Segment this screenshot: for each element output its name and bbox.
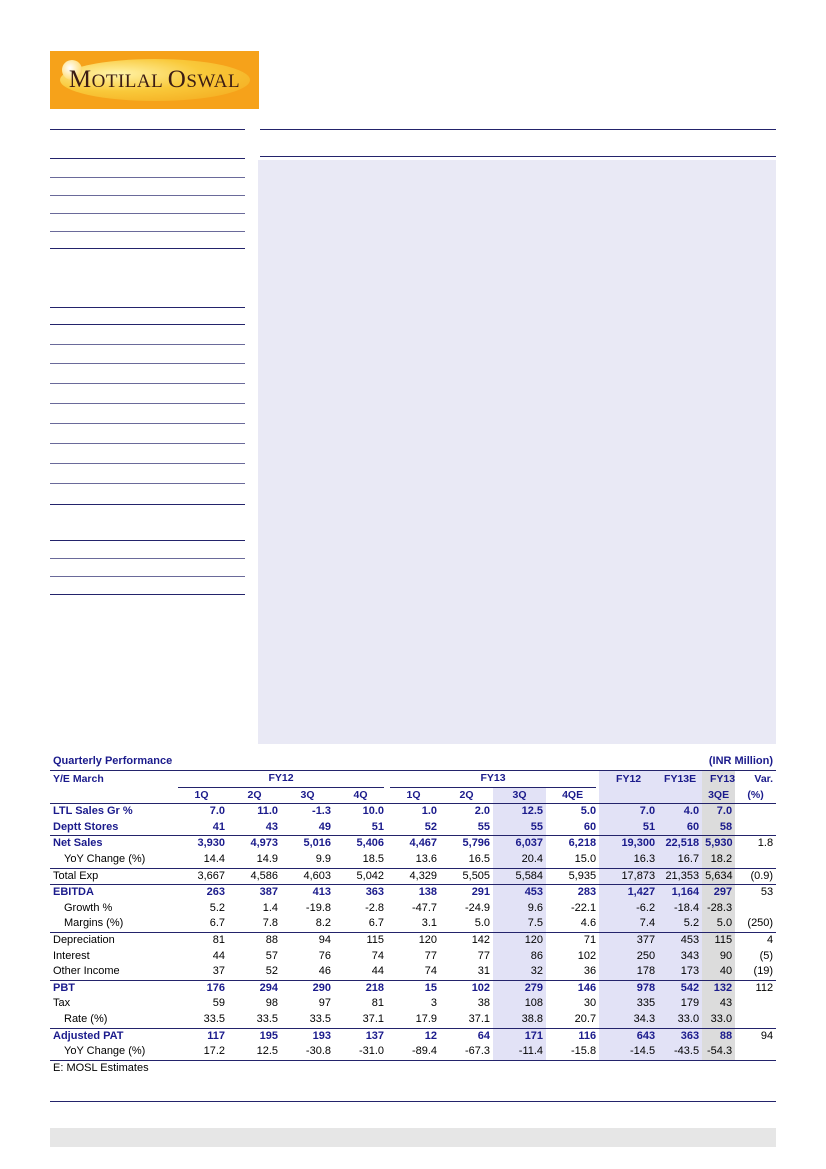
quarter-value: 51 [371,820,385,833]
quarter-value: 17.2 [175,1044,228,1060]
quarter-value: 7.5 [493,916,546,932]
quarter-value: 81 [371,997,385,1010]
quarter-value: 195 [228,1028,281,1044]
fy12-value: 377 [599,932,658,948]
quarter-value: 36 [583,965,597,978]
fy13e-value: 4.0 [658,804,702,820]
quarter-value: 52 [424,820,438,833]
quarter-value: 37 [212,965,225,978]
quarter-header: 3Q [493,788,546,804]
quarter-value: 120 [493,932,546,948]
group-fy13: FY13 [387,771,599,788]
quarter-value: 120 [387,932,440,948]
variance-value: (250) [747,917,774,930]
fy12-value: 335 [599,996,658,1012]
quarter-value: -1.3 [312,805,331,818]
variance-value [735,820,776,836]
quarter-value: 5.0 [474,917,491,930]
quarter-value: 10.0 [362,805,385,818]
quarter-value: -89.4 [387,1044,440,1060]
col-fy13: FY13 [702,771,735,788]
fy12-value: 16.3 [599,852,658,868]
quarter-value: 94 [281,932,334,948]
quarter-value: -30.8 [281,1044,334,1060]
quarter-value: 98 [265,997,278,1010]
quarter-value: 102 [440,980,493,996]
quarter-value: 30 [583,997,597,1010]
table-title: Quarterly Performance [53,755,173,767]
row-label: YoY Change (%) [50,1044,175,1060]
variance-value: 4 [735,932,776,948]
quarter-value: 15.0 [574,852,597,865]
quarter-value: 44 [371,965,385,978]
fy13-3qe-value: 115 [702,932,735,948]
quarter-value: 33.5 [256,1012,278,1025]
quarter-value: 9.9 [315,852,331,865]
table-row [50,820,776,836]
quarter-value: 4,603 [281,868,334,885]
quarter-value: 37.1 [468,1012,491,1025]
fy13e-value: 542 [658,980,702,996]
row-label: Interest [53,949,90,962]
col-pct: (%) [735,788,776,804]
quarter-value: 279 [493,980,546,996]
quarter-value: 16.5 [468,852,491,865]
quarter-value: 4,329 [387,868,440,885]
quarter-header: 1Q [387,788,440,804]
row-label: Growth % [64,901,113,914]
variance-value [735,901,776,917]
left-rule [50,463,245,464]
fy12-value: 978 [599,980,658,996]
quarter-value: 5,042 [334,868,387,885]
quarter-value: 55 [493,820,546,836]
table-row [50,932,776,948]
quarter-value: 76 [318,949,331,962]
table-unit: (INR Million) [708,755,773,767]
quarter-value: 74 [371,949,385,962]
left-rule [50,248,245,249]
left-rule [50,177,245,178]
content-panel [258,160,776,744]
quarter-value: 49 [318,820,331,833]
quarter-value: 3 [430,997,438,1010]
quarter-value: 3,930 [175,836,228,852]
fy13e-value: 22,518 [658,836,702,852]
variance-value: (0.9) [735,868,776,885]
quarter-value: 38 [477,997,491,1010]
row-label: Net Sales [50,836,175,852]
left-rule [50,504,245,505]
fy12-value: 51 [599,820,658,836]
quarter-value: 55 [477,820,491,833]
quarter-value: 71 [546,932,599,948]
fy12-value: 7.4 [599,916,658,932]
quarter-value: 176 [175,980,228,996]
quarter-value: 6.7 [209,917,225,930]
header-label: Y/E March [50,771,175,788]
table-row [50,980,776,996]
quarter-value: 7.0 [209,805,225,818]
left-rule [50,558,245,559]
quarter-value: 6.7 [368,917,385,930]
fy13-3qe-value: 33.0 [702,1012,735,1028]
quarter-value: 31 [477,965,491,978]
header-row-2 [50,788,776,804]
fy13-3qe-value: -54.3 [702,1044,735,1060]
fy13e-value: 33.0 [658,1012,702,1028]
quarter-value: -22.1 [571,901,597,914]
fy12-value: 17,873 [599,868,658,885]
quarter-value: 1.4 [262,901,278,914]
table-row [50,996,776,1012]
quarter-value: 4,467 [387,836,440,852]
left-rule [50,231,245,232]
row-label: Rate (%) [64,1012,108,1025]
quarter-value: 86 [493,949,546,965]
fy13-3qe-value: 88 [702,1028,735,1044]
left-rule [50,540,245,541]
quarter-value: 14.9 [256,852,278,865]
quarter-header: 1Q [175,788,228,804]
quarter-value: 291 [440,885,493,901]
fy13-3qe-value: 43 [702,996,735,1012]
fy13-3qe-value: 5,634 [702,868,735,885]
left-rule [50,195,245,196]
variance-value [735,852,776,868]
quarter-value: 44 [212,949,225,962]
fy12-value: 19,300 [599,836,658,852]
quarter-value: 146 [546,980,599,996]
quarter-value: 413 [281,885,334,901]
estimates-note: E: MOSL Estimates [53,1062,149,1074]
quarter-value: 77 [477,949,491,962]
fy13e-value: 173 [658,964,702,980]
quarter-value: 43 [265,820,278,833]
table-row [50,964,776,980]
quarter-value: 4.6 [580,917,597,930]
fy12-value: 178 [599,964,658,980]
quarterly-performance-table [50,755,776,1061]
fy12-value: 250 [599,949,658,965]
left-rule [50,324,245,325]
left-rule [50,594,245,595]
table-row [50,1028,776,1044]
quarter-value: 193 [281,1028,334,1044]
variance-value [735,996,776,1012]
variance-value: (5) [759,949,774,962]
quarter-value: 20.4 [493,852,546,868]
fy12-value: 7.0 [599,804,658,820]
left-rule [50,307,245,308]
fy13e-value: 16.7 [658,852,702,868]
quarter-value: 3.1 [421,917,438,930]
row-label: PBT [50,980,175,996]
quarter-value: 18.5 [362,852,385,865]
fy13-3qe-value: -28.3 [702,901,735,917]
quarter-header: 4QE [546,788,599,804]
quarter-value: 57 [265,949,278,962]
quarter-value: 5,584 [493,868,546,885]
col-var: Var. [735,771,776,788]
quarter-value: 294 [228,980,281,996]
quarter-value: -31.0 [334,1044,387,1060]
quarter-value: 142 [440,932,493,948]
quarter-value: 33.5 [203,1012,225,1025]
right-rule [260,129,776,130]
fy13e-value: 5.2 [658,916,702,932]
fy12-value: 34.3 [599,1012,658,1028]
quarter-value: 5,796 [440,836,493,852]
quarter-value: 5.0 [580,805,597,818]
row-label: Adjusted PAT [50,1028,175,1044]
quarter-value: -47.7 [411,901,438,914]
fy12-value: -6.2 [599,901,658,917]
row-label: Depreciation [50,932,175,948]
quarter-value: 387 [228,885,281,901]
quarter-value: 77 [424,949,438,962]
row-label: LTL Sales Gr % [53,805,133,818]
table-row [50,916,776,932]
fy12-value: 1,427 [599,885,658,901]
quarter-value: -2.8 [365,901,385,914]
row-label: Deptt Stores [53,820,119,833]
quarter-value: 9.6 [493,901,546,917]
quarter-value: 290 [281,980,334,996]
left-rule [50,344,245,345]
quarter-value: 115 [334,932,387,948]
quarter-value: 5,016 [281,836,334,852]
left-rule [50,483,245,484]
variance-value [735,804,776,820]
quarter-value: 12.5 [493,804,546,820]
fy13-3qe-value: 58 [702,820,735,836]
fy13e-value: 179 [658,996,702,1012]
quarter-header: 2Q [440,788,493,804]
quarter-header: 2Q [228,788,281,804]
quarter-value: 15 [387,980,440,996]
table-row [50,901,776,917]
quarter-value: 8.2 [315,917,331,930]
quarter-value: 5,505 [440,868,493,885]
performance-grid [50,770,776,1061]
quarter-value: 74 [424,965,438,978]
left-rule [50,213,245,214]
quarter-header: 4Q [334,788,387,804]
table-row [50,852,776,868]
table-header-bar [50,755,776,770]
quarter-value: 32 [493,964,546,980]
left-rule [50,443,245,444]
header-row-1 [50,771,776,788]
company-logo [50,51,259,109]
table-body [50,804,776,1061]
quarter-value: 117 [175,1028,228,1044]
quarter-value: -24.9 [464,901,491,914]
left-rule [50,576,245,577]
quarter-value: 52 [265,965,278,978]
footer-rule [50,1101,776,1102]
quarter-value: 97 [318,997,331,1010]
col-fy12: FY12 [599,771,658,788]
logo-text: MOTILAL OSWAL [68,66,241,93]
fy13e-value: 1,164 [658,885,702,901]
quarter-value: 13.6 [415,852,438,865]
table-row [50,836,776,852]
quarter-value: 64 [440,1028,493,1044]
fy13-3qe-value: 297 [702,885,735,901]
quarter-value: 3,667 [175,868,228,885]
fy13-3qe-value: 5,930 [702,836,735,852]
quarter-value: 60 [583,820,597,833]
fy13-3qe-value: 18.2 [702,852,735,868]
quarter-value: 6,037 [493,836,546,852]
quarter-value: 108 [493,996,546,1012]
quarter-value: 5.2 [209,901,225,914]
quarter-value: 38.8 [493,1012,546,1028]
fy12-value: -14.5 [599,1044,658,1060]
left-rule [50,383,245,384]
table-row [50,885,776,901]
variance-value: 112 [735,980,776,996]
quarter-value: 12.5 [228,1044,281,1060]
row-label: Total Exp [50,868,175,885]
fy13-3qe-value: 7.0 [702,804,735,820]
quarter-value: 137 [334,1028,387,1044]
quarter-value: 59 [212,997,225,1010]
quarter-value: 1.0 [421,805,438,818]
quarter-value: 88 [228,932,281,948]
table-row [50,949,776,965]
variance-value [735,1012,776,1028]
quarter-value: 138 [387,885,440,901]
quarter-value: 116 [546,1028,599,1044]
quarter-value: 11.0 [257,805,278,818]
quarter-value: 4,973 [228,836,281,852]
table-row [50,804,776,820]
footer-bar [50,1128,776,1147]
fy13e-value: 453 [658,932,702,948]
left-rule [50,403,245,404]
quarter-header: 3Q [281,788,334,804]
left-rule [50,158,245,159]
quarter-value: 4,586 [228,868,281,885]
fy13e-value: -18.4 [658,901,702,917]
fy13e-value: 60 [658,820,702,836]
variance-value: 53 [735,885,776,901]
col-fy13e: FY13E [658,771,702,788]
fy13-3qe-value: 40 [702,964,735,980]
quarter-value: 171 [493,1028,546,1044]
quarter-value: 263 [175,885,228,901]
quarter-value: -15.8 [546,1044,599,1060]
quarter-value: 7.8 [262,917,278,930]
left-rule [50,363,245,364]
variance-value: 1.8 [735,836,776,852]
quarter-value: 453 [493,885,546,901]
table-row [50,1012,776,1028]
quarter-value: 37.1 [362,1012,385,1025]
variance-value: (19) [753,965,774,978]
fy13-3qe-value: 90 [702,949,735,965]
quarter-value: 33.5 [309,1012,331,1025]
fy13e-value: -43.5 [658,1044,702,1060]
fy13e-value: 363 [658,1028,702,1044]
quarter-value: -67.3 [440,1044,493,1060]
quarter-value: 41 [212,820,225,833]
left-rule [50,129,245,130]
row-label: Other Income [53,965,120,978]
fy12-value: 643 [599,1028,658,1044]
quarter-value: 81 [175,932,228,948]
left-rule [50,423,245,424]
right-rule [260,156,776,157]
quarter-value: 17.9 [415,1012,438,1025]
quarter-value: 46 [318,965,331,978]
row-label: Tax [53,997,71,1010]
row-label: EBITDA [50,885,175,901]
variance-value: 94 [735,1028,776,1044]
quarter-value: 218 [334,980,387,996]
group-fy12: FY12 [175,771,387,788]
fy13e-value: 21,353 [658,868,702,885]
fy13e-value: 343 [658,949,702,965]
quarter-value: 6,218 [546,836,599,852]
variance-value [735,1044,776,1060]
table-row [50,868,776,885]
quarter-value: 12 [387,1028,440,1044]
quarter-value: -11.4 [493,1044,546,1060]
quarter-value: 5,935 [546,868,599,885]
row-label: YoY Change (%) [64,852,146,865]
quarter-value: 14.4 [203,852,225,865]
quarter-value: 283 [546,885,599,901]
quarter-value: 363 [334,885,387,901]
col-3qe: 3QE [702,788,735,804]
quarter-value: 20.7 [574,1012,597,1025]
fy13-3qe-value: 5.0 [702,916,735,932]
row-label: Margins (%) [64,917,124,930]
quarter-value: 2.0 [474,805,491,818]
quarter-value: -19.8 [305,901,331,914]
quarter-value: 102 [577,949,597,962]
quarter-value: 5,406 [334,836,387,852]
table-row [50,1044,776,1060]
fy13-3qe-value: 132 [702,980,735,996]
